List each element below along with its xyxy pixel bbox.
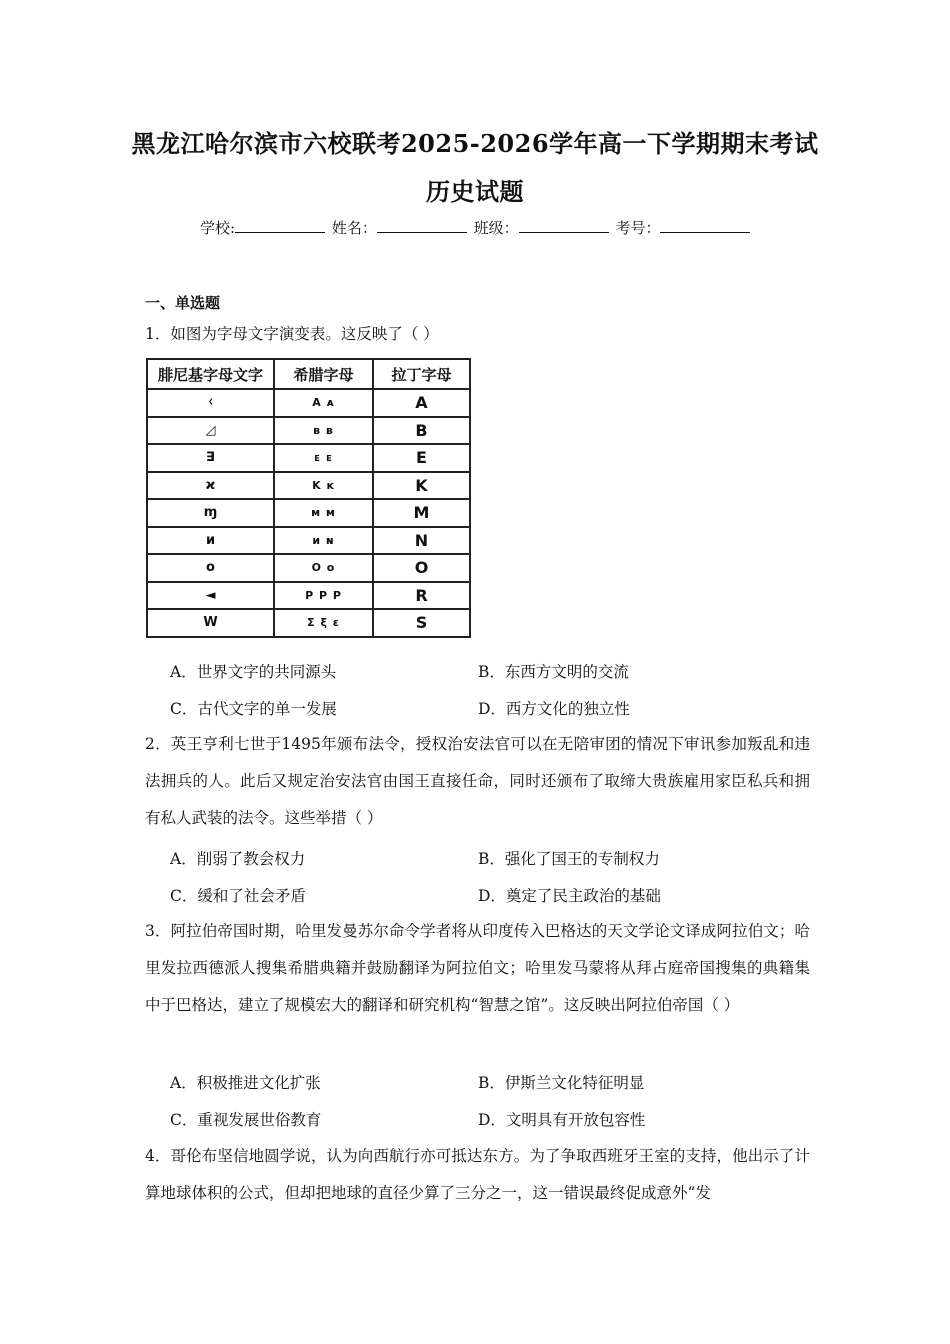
exam-no-blank[interactable]: [660, 218, 750, 233]
question-4-stem: 4．哥伦布坚信地圆学说，认为向西航行亦可抵达东方。为了争取西班牙王室的支持，他出示了计算地球体积的公式，但却把地球的直径少算了三分之一，这一错误最终促成意外“发: [145, 1147, 810, 1202]
table-header-row: [147, 359, 470, 389]
q2-option-c[interactable]: C．缓和了社会矛盾: [170, 887, 306, 905]
q3-option-a[interactable]: A．积极推进文化扩张: [170, 1074, 321, 1092]
table-row: [147, 444, 470, 472]
q2-option-b[interactable]: B．强化了国王的专制权力: [478, 850, 660, 868]
table-row: [147, 582, 470, 610]
phoenician-glyph: ◄: [147, 582, 274, 610]
q3-option-b[interactable]: B．伊斯兰文化特征明显: [478, 1074, 645, 1092]
question-2-stem: 2．英王亨利七世于1495年颁布法令，授权治安法官可以在无陪审团的情况下审讯参加叛乱和违法拥兵的人。此后又规定治安法官由国王直接任命，同时还颁布了取缔大贵族雇用家臣私兵和拥有私人武装的法令。这些举措（ ）: [145, 735, 810, 827]
student-info-line: [200, 217, 752, 238]
q2-option-d[interactable]: D．奠定了民主政治的基础: [478, 887, 661, 905]
latin-letter: A: [373, 389, 470, 417]
school-label: 学校:: [200, 219, 236, 237]
q1-option-d[interactable]: D．西方文化的独立性: [478, 700, 630, 718]
header-phoenician: 腓尼基字母文字: [147, 359, 274, 389]
latin-letter: K: [373, 472, 470, 500]
header-greek: 希腊字母: [274, 359, 373, 389]
table-row: [147, 527, 470, 555]
class-blank[interactable]: [519, 218, 609, 233]
latin-letter: S: [373, 609, 470, 637]
latin-letter: E: [373, 444, 470, 472]
greek-glyph: O o: [274, 554, 373, 582]
header-latin: 拉丁字母: [373, 359, 470, 389]
greek-glyph: Σ ξ ε: [274, 609, 373, 637]
table-row: [147, 417, 470, 445]
greek-glyph: K ᴋ: [274, 472, 373, 500]
table-row: [147, 554, 470, 582]
q1-option-c[interactable]: C．古代文字的单一发展: [170, 700, 337, 718]
alphabet-evolution-table: [146, 358, 471, 638]
class-label: 班级：: [473, 219, 519, 237]
q3-option-d[interactable]: D．文明具有开放包容性: [478, 1111, 646, 1129]
exam-title-line1: 黑龙江哈尔滨市六校联考2025-2026学年高一下学期期末考试: [131, 129, 819, 158]
phoenician-glyph: ◿: [147, 417, 274, 445]
greek-glyph: ᴇ ᴇ: [274, 444, 373, 472]
exam-no-label: 考号：: [615, 219, 661, 237]
q1-option-b[interactable]: B．东西方文明的交流: [478, 663, 629, 681]
phoenician-glyph: ᴎ: [147, 527, 274, 555]
question-3-stem: 3．阿拉伯帝国时期，哈里发曼苏尔命令学者将从印度传入巴格达的天文学论文译成阿拉伯文；哈里发拉西德派人搜集希腊典籍并鼓励翻译为阿拉伯文；哈里发马蒙将从拜占庭帝国搜集的典籍集中于巴格达，建立了规模宏大的翻译和研究机构“智慧之馆”。这反映出阿拉伯帝国（ ）: [145, 922, 810, 1014]
greek-glyph: ᴎ ɴ: [274, 527, 373, 555]
question-1-stem: 1．如图为字母文字演变表。这反映了（ ）: [145, 325, 439, 343]
phoenician-glyph: W: [147, 609, 274, 637]
q3-option-c[interactable]: C．重视发展世俗教育: [170, 1111, 322, 1129]
section-title: 一、单选题: [145, 294, 221, 312]
phoenician-glyph: ɱ: [147, 499, 274, 527]
latin-letter: M: [373, 499, 470, 527]
phoenician-glyph: ϰ: [147, 472, 274, 500]
table-row: [147, 472, 470, 500]
phoenician-glyph: ∃: [147, 444, 274, 472]
phoenician-glyph: o: [147, 554, 274, 582]
latin-letter: B: [373, 417, 470, 445]
q1-option-a[interactable]: A．世界文字的共同源头: [170, 663, 337, 681]
greek-glyph: P P P: [274, 582, 373, 610]
name-label: 姓名：: [331, 219, 377, 237]
name-blank[interactable]: [377, 218, 467, 233]
greek-glyph: ᴍ ᴍ: [274, 499, 373, 527]
school-blank[interactable]: [235, 218, 325, 233]
table-row: [147, 389, 470, 417]
greek-glyph: ʙ ʙ: [274, 417, 373, 445]
latin-letter: N: [373, 527, 470, 555]
table-row: [147, 499, 470, 527]
phoenician-glyph: ᚲ: [147, 389, 274, 417]
exam-title-line2: 历史试题: [426, 177, 524, 206]
table-row: [147, 609, 470, 637]
latin-letter: R: [373, 582, 470, 610]
greek-glyph: A ᴀ: [274, 389, 373, 417]
latin-letter: O: [373, 554, 470, 582]
q2-option-a[interactable]: A．削弱了教会权力: [170, 850, 306, 868]
